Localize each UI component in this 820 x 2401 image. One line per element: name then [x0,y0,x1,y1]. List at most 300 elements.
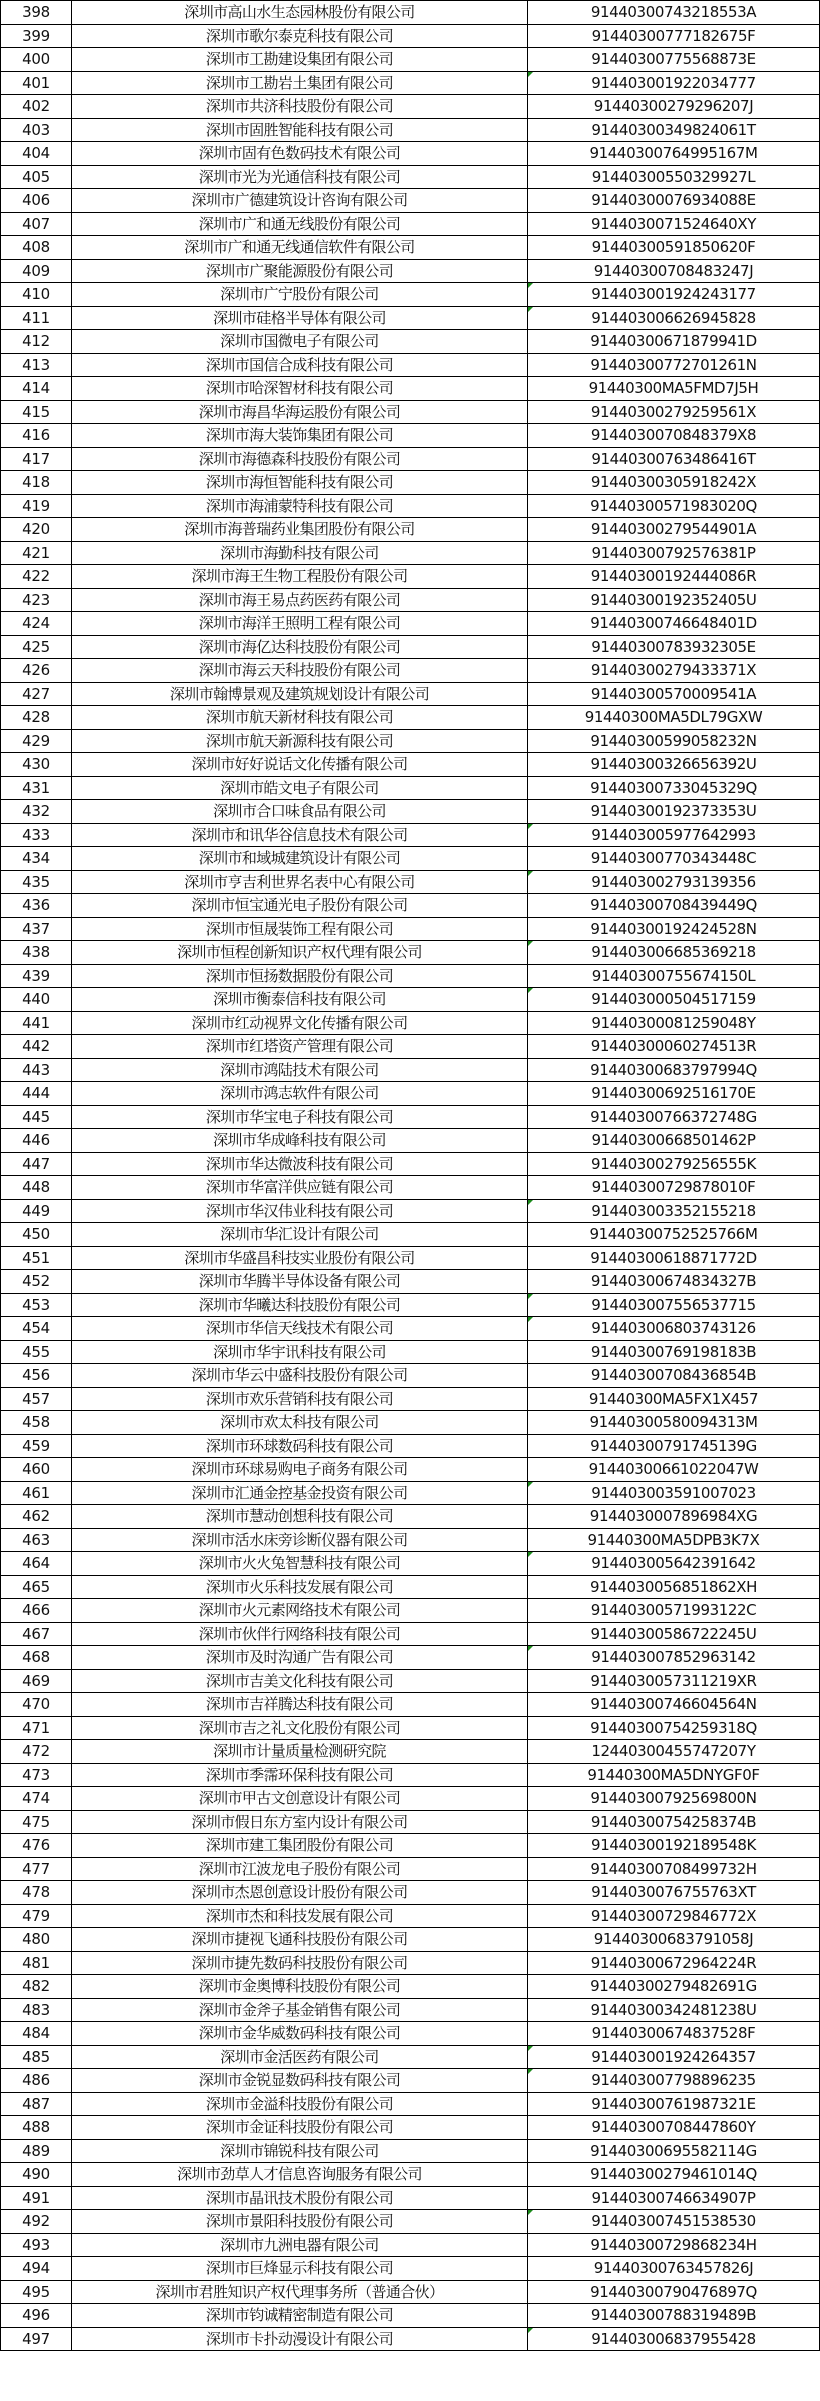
credit-code-cell[interactable] [528,1693,820,1717]
number-as-text-warning-icon[interactable] [528,1200,533,1205]
company-name-cell[interactable] [72,1176,528,1200]
company-name-cell[interactable] [72,1599,528,1623]
credit-code-cell[interactable] [528,1763,820,1787]
row-number-cell[interactable] [1,1293,72,1317]
row-number-cell[interactable] [1,71,72,95]
credit-code-cell[interactable] [528,118,820,142]
row-number-cell[interactable] [1,917,72,941]
company-name-cell[interactable] [72,800,528,824]
company-name-cell[interactable] [72,776,528,800]
row-number-cell[interactable] [1,2304,72,2328]
credit-code-cell[interactable] [528,2186,820,2210]
row-number-cell[interactable] [1,941,72,965]
credit-code-cell[interactable] [528,212,820,236]
company-name-cell[interactable] [72,1011,528,1035]
company-name-cell[interactable] [72,1340,528,1364]
company-name-cell[interactable] [72,330,528,354]
number-as-text-warning-icon[interactable] [528,2328,533,2333]
company-name-cell[interactable] [72,541,528,565]
credit-code-cell[interactable] [528,1599,820,1623]
credit-code-cell[interactable] [528,1669,820,1693]
credit-code-cell[interactable] [528,2280,820,2304]
credit-code-cell[interactable] [528,2327,820,2351]
credit-code-cell[interactable] [528,1458,820,1482]
company-name-cell[interactable] [72,95,528,119]
company-name-cell[interactable] [72,847,528,871]
company-name-cell[interactable] [72,471,528,495]
company-name-cell[interactable] [72,1552,528,1576]
row-number-cell[interactable] [1,1693,72,1717]
row-number-cell[interactable] [1,165,72,189]
credit-code-cell[interactable] [528,847,820,871]
credit-code-cell[interactable] [528,988,820,1012]
company-name-cell[interactable] [72,1082,528,1106]
row-number-cell[interactable] [1,1622,72,1646]
number-as-text-warning-icon[interactable] [528,941,533,946]
row-number-cell[interactable] [1,1810,72,1834]
credit-code-cell[interactable] [528,1176,820,1200]
row-number-cell[interactable] [1,24,72,48]
credit-code-cell[interactable] [528,1857,820,1881]
company-name-cell[interactable] [72,1270,528,1294]
credit-code-cell[interactable] [528,823,820,847]
row-number-cell[interactable] [1,612,72,636]
company-name-cell[interactable] [72,1481,528,1505]
credit-code-cell[interactable] [528,283,820,307]
credit-code-cell[interactable] [528,941,820,965]
row-number-cell[interactable] [1,2233,72,2257]
company-name-cell[interactable] [72,635,528,659]
company-name-cell[interactable] [72,565,528,589]
credit-code-cell[interactable] [528,494,820,518]
company-name-cell[interactable] [72,71,528,95]
company-name-cell[interactable] [72,682,528,706]
company-name-cell[interactable] [72,1,528,25]
row-number-cell[interactable] [1,283,72,307]
company-name-cell[interactable] [72,706,528,730]
row-number-cell[interactable] [1,494,72,518]
number-as-text-warning-icon[interactable] [528,824,533,829]
row-number-cell[interactable] [1,1787,72,1811]
company-name-cell[interactable] [72,118,528,142]
row-number-cell[interactable] [1,1246,72,1270]
credit-code-cell[interactable] [528,1387,820,1411]
company-name-cell[interactable] [72,2163,528,2187]
credit-code-cell[interactable] [528,330,820,354]
row-number-cell[interactable] [1,1857,72,1881]
row-number-cell[interactable] [1,1998,72,2022]
row-number-cell[interactable] [1,1152,72,1176]
credit-code-cell[interactable] [528,612,820,636]
number-as-text-warning-icon[interactable] [528,871,533,876]
row-number-cell[interactable] [1,1199,72,1223]
row-number-cell[interactable] [1,353,72,377]
row-number-cell[interactable] [1,800,72,824]
company-name-cell[interactable] [72,142,528,166]
row-number-cell[interactable] [1,729,72,753]
credit-code-cell[interactable] [528,71,820,95]
credit-code-cell[interactable] [528,2116,820,2140]
credit-code-cell[interactable] [528,518,820,542]
row-number-cell[interactable] [1,588,72,612]
credit-code-cell[interactable] [528,306,820,330]
row-number-cell[interactable] [1,2186,72,2210]
company-name-cell[interactable] [72,1575,528,1599]
credit-code-cell[interactable] [528,353,820,377]
credit-code-cell[interactable] [528,2022,820,2046]
company-name-cell[interactable] [72,753,528,777]
credit-code-cell[interactable] [528,1528,820,1552]
credit-code-cell[interactable] [528,541,820,565]
credit-code-cell[interactable] [528,1951,820,1975]
row-number-cell[interactable] [1,1317,72,1341]
row-number-cell[interactable] [1,236,72,260]
company-name-cell[interactable] [72,1364,528,1388]
company-name-cell[interactable] [72,1857,528,1881]
row-number-cell[interactable] [1,1011,72,1035]
company-name-cell[interactable] [72,2069,528,2093]
company-name-cell[interactable] [72,2186,528,2210]
row-number-cell[interactable] [1,964,72,988]
credit-code-cell[interactable] [528,1646,820,1670]
credit-code-cell[interactable] [528,1881,820,1905]
credit-code-cell[interactable] [528,729,820,753]
credit-code-cell[interactable] [528,1246,820,1270]
company-name-cell[interactable] [72,1505,528,1529]
row-number-cell[interactable] [1,2139,72,2163]
credit-code-cell[interactable] [528,1411,820,1435]
credit-code-cell[interactable] [528,894,820,918]
number-as-text-warning-icon[interactable] [528,283,533,288]
row-number-cell[interactable] [1,1129,72,1153]
company-name-cell[interactable] [72,612,528,636]
credit-code-cell[interactable] [528,95,820,119]
row-number-cell[interactable] [1,823,72,847]
credit-code-cell[interactable] [528,1834,820,1858]
number-as-text-warning-icon[interactable] [528,1552,533,1557]
row-number-cell[interactable] [1,1387,72,1411]
row-number-cell[interactable] [1,142,72,166]
row-number-cell[interactable] [1,988,72,1012]
credit-code-cell[interactable] [528,2139,820,2163]
company-name-cell[interactable] [72,823,528,847]
row-number-cell[interactable] [1,118,72,142]
company-name-cell[interactable] [72,1458,528,1482]
row-number-cell[interactable] [1,424,72,448]
row-number-cell[interactable] [1,1975,72,1999]
company-name-cell[interactable] [72,1223,528,1247]
company-name-cell[interactable] [72,2092,528,2116]
row-number-cell[interactable] [1,1270,72,1294]
credit-code-cell[interactable] [528,2304,820,2328]
company-name-cell[interactable] [72,1951,528,1975]
credit-code-cell[interactable] [528,1199,820,1223]
credit-code-cell[interactable] [528,1223,820,1247]
row-number-cell[interactable] [1,1669,72,1693]
credit-code-cell[interactable] [528,1787,820,1811]
credit-code-cell[interactable] [528,1,820,25]
row-number-cell[interactable] [1,706,72,730]
number-as-text-warning-icon[interactable] [528,1646,533,1651]
company-name-cell[interactable] [72,988,528,1012]
row-number-cell[interactable] [1,1434,72,1458]
company-name-cell[interactable] [72,1716,528,1740]
credit-code-cell[interactable] [528,447,820,471]
credit-code-cell[interactable] [528,236,820,260]
credit-code-cell[interactable] [528,2210,820,2234]
credit-code-cell[interactable] [528,1082,820,1106]
company-name-cell[interactable] [72,212,528,236]
row-number-cell[interactable] [1,2210,72,2234]
row-number-cell[interactable] [1,1481,72,1505]
row-number-cell[interactable] [1,471,72,495]
company-name-cell[interactable] [72,2327,528,2351]
company-name-cell[interactable] [72,1787,528,1811]
company-name-cell[interactable] [72,1669,528,1693]
company-name-cell[interactable] [72,2116,528,2140]
credit-code-cell[interactable] [528,1575,820,1599]
row-number-cell[interactable] [1,1035,72,1059]
company-name-cell[interactable] [72,2233,528,2257]
company-name-cell[interactable] [72,259,528,283]
company-name-cell[interactable] [72,2045,528,2069]
row-number-cell[interactable] [1,2280,72,2304]
row-number-cell[interactable] [1,1881,72,1905]
company-name-cell[interactable] [72,588,528,612]
row-number-cell[interactable] [1,1928,72,1952]
credit-code-cell[interactable] [528,1293,820,1317]
row-number-cell[interactable] [1,776,72,800]
credit-code-cell[interactable] [528,1552,820,1576]
credit-code-cell[interactable] [528,1975,820,1999]
company-name-cell[interactable] [72,2022,528,2046]
company-name-cell[interactable] [72,1152,528,1176]
credit-code-cell[interactable] [528,2069,820,2093]
credit-code-cell[interactable] [528,165,820,189]
credit-code-cell[interactable] [528,377,820,401]
row-number-cell[interactable] [1,1411,72,1435]
credit-code-cell[interactable] [528,917,820,941]
number-as-text-warning-icon[interactable] [528,1482,533,1487]
company-name-cell[interactable] [72,659,528,683]
row-number-cell[interactable] [1,659,72,683]
company-name-cell[interactable] [72,1622,528,1646]
credit-code-cell[interactable] [528,142,820,166]
company-name-cell[interactable] [72,1834,528,1858]
row-number-cell[interactable] [1,1340,72,1364]
company-name-cell[interactable] [72,353,528,377]
company-name-cell[interactable] [72,1246,528,1270]
row-number-cell[interactable] [1,306,72,330]
row-number-cell[interactable] [1,2116,72,2140]
company-name-cell[interactable] [72,377,528,401]
row-number-cell[interactable] [1,1575,72,1599]
company-name-cell[interactable] [72,1199,528,1223]
row-number-cell[interactable] [1,330,72,354]
credit-code-cell[interactable] [528,659,820,683]
number-as-text-warning-icon[interactable] [528,72,533,77]
row-number-cell[interactable] [1,1223,72,1247]
company-name-cell[interactable] [72,2210,528,2234]
company-name-cell[interactable] [72,2257,528,2281]
company-name-cell[interactable] [72,1035,528,1059]
credit-code-cell[interactable] [528,800,820,824]
credit-code-cell[interactable] [528,753,820,777]
company-name-cell[interactable] [72,165,528,189]
row-number-cell[interactable] [1,2045,72,2069]
credit-code-cell[interactable] [528,706,820,730]
row-number-cell[interactable] [1,870,72,894]
credit-code-cell[interactable] [528,682,820,706]
row-number-cell[interactable] [1,1716,72,1740]
row-number-cell[interactable] [1,2257,72,2281]
credit-code-cell[interactable] [528,189,820,213]
credit-code-cell[interactable] [528,1434,820,1458]
credit-code-cell[interactable] [528,2233,820,2257]
credit-code-cell[interactable] [528,565,820,589]
company-name-cell[interactable] [72,518,528,542]
company-name-cell[interactable] [72,1810,528,1834]
company-name-cell[interactable] [72,894,528,918]
row-number-cell[interactable] [1,377,72,401]
company-name-cell[interactable] [72,236,528,260]
row-number-cell[interactable] [1,2069,72,2093]
row-number-cell[interactable] [1,1505,72,1529]
credit-code-cell[interactable] [528,635,820,659]
row-number-cell[interactable] [1,1763,72,1787]
credit-code-cell[interactable] [528,1622,820,1646]
credit-code-cell[interactable] [528,2045,820,2069]
row-number-cell[interactable] [1,1082,72,1106]
company-name-cell[interactable] [72,964,528,988]
credit-code-cell[interactable] [528,1035,820,1059]
row-number-cell[interactable] [1,1951,72,1975]
credit-code-cell[interactable] [528,1481,820,1505]
company-name-cell[interactable] [72,24,528,48]
company-name-cell[interactable] [72,1129,528,1153]
number-as-text-warning-icon[interactable] [528,2069,533,2074]
credit-code-cell[interactable] [528,1904,820,1928]
row-number-cell[interactable] [1,682,72,706]
row-number-cell[interactable] [1,753,72,777]
row-number-cell[interactable] [1,565,72,589]
number-as-text-warning-icon[interactable] [528,1317,533,1322]
credit-code-cell[interactable] [528,1505,820,1529]
row-number-cell[interactable] [1,1646,72,1670]
company-name-cell[interactable] [72,424,528,448]
company-name-cell[interactable] [72,1434,528,1458]
row-number-cell[interactable] [1,1458,72,1482]
company-name-cell[interactable] [72,2304,528,2328]
credit-code-cell[interactable] [528,1152,820,1176]
row-number-cell[interactable] [1,1058,72,1082]
company-name-cell[interactable] [72,1740,528,1764]
company-name-cell[interactable] [72,1646,528,1670]
row-number-cell[interactable] [1,212,72,236]
row-number-cell[interactable] [1,1834,72,1858]
row-number-cell[interactable] [1,518,72,542]
credit-code-cell[interactable] [528,471,820,495]
company-name-cell[interactable] [72,917,528,941]
row-number-cell[interactable] [1,2163,72,2187]
credit-code-cell[interactable] [528,776,820,800]
company-name-cell[interactable] [72,1411,528,1435]
company-name-cell[interactable] [72,1058,528,1082]
company-name-cell[interactable] [72,1293,528,1317]
company-name-cell[interactable] [72,1904,528,1928]
company-name-cell[interactable] [72,1998,528,2022]
row-number-cell[interactable] [1,1,72,25]
company-name-cell[interactable] [72,494,528,518]
credit-code-cell[interactable] [528,588,820,612]
company-name-cell[interactable] [72,1975,528,1999]
number-as-text-warning-icon[interactable] [528,1294,533,1299]
credit-code-cell[interactable] [528,2092,820,2116]
row-number-cell[interactable] [1,2327,72,2351]
company-name-cell[interactable] [72,1763,528,1787]
credit-code-cell[interactable] [528,24,820,48]
company-name-cell[interactable] [72,1881,528,1905]
company-name-cell[interactable] [72,870,528,894]
credit-code-cell[interactable] [528,1810,820,1834]
number-as-text-warning-icon[interactable] [528,307,533,312]
row-number-cell[interactable] [1,1364,72,1388]
credit-code-cell[interactable] [528,870,820,894]
row-number-cell[interactable] [1,1904,72,1928]
row-number-cell[interactable] [1,1528,72,1552]
row-number-cell[interactable] [1,635,72,659]
row-number-cell[interactable] [1,2022,72,2046]
credit-code-cell[interactable] [528,1740,820,1764]
row-number-cell[interactable] [1,1599,72,1623]
row-number-cell[interactable] [1,2092,72,2116]
company-name-cell[interactable] [72,1528,528,1552]
row-number-cell[interactable] [1,1552,72,1576]
row-number-cell[interactable] [1,847,72,871]
row-number-cell[interactable] [1,541,72,565]
credit-code-cell[interactable] [528,1364,820,1388]
company-name-cell[interactable] [72,189,528,213]
row-number-cell[interactable] [1,1176,72,1200]
company-name-cell[interactable] [72,729,528,753]
company-name-cell[interactable] [72,1387,528,1411]
company-name-cell[interactable] [72,1105,528,1129]
credit-code-cell[interactable] [528,424,820,448]
company-name-cell[interactable] [72,941,528,965]
credit-code-cell[interactable] [528,1716,820,1740]
row-number-cell[interactable] [1,259,72,283]
row-number-cell[interactable] [1,894,72,918]
credit-code-cell[interactable] [528,48,820,72]
company-name-cell[interactable] [72,283,528,307]
company-name-cell[interactable] [72,306,528,330]
row-number-cell[interactable] [1,189,72,213]
credit-code-cell[interactable] [528,400,820,424]
credit-code-cell[interactable] [528,1317,820,1341]
company-name-cell[interactable] [72,1317,528,1341]
number-as-text-warning-icon[interactable] [528,2210,533,2215]
credit-code-cell[interactable] [528,1011,820,1035]
row-number-cell[interactable] [1,1740,72,1764]
company-name-cell[interactable] [72,48,528,72]
credit-code-cell[interactable] [528,1058,820,1082]
credit-code-cell[interactable] [528,259,820,283]
credit-code-cell[interactable] [528,2163,820,2187]
credit-code-cell[interactable] [528,1105,820,1129]
row-number-cell[interactable] [1,95,72,119]
company-name-cell[interactable] [72,447,528,471]
company-name-cell[interactable] [72,1693,528,1717]
